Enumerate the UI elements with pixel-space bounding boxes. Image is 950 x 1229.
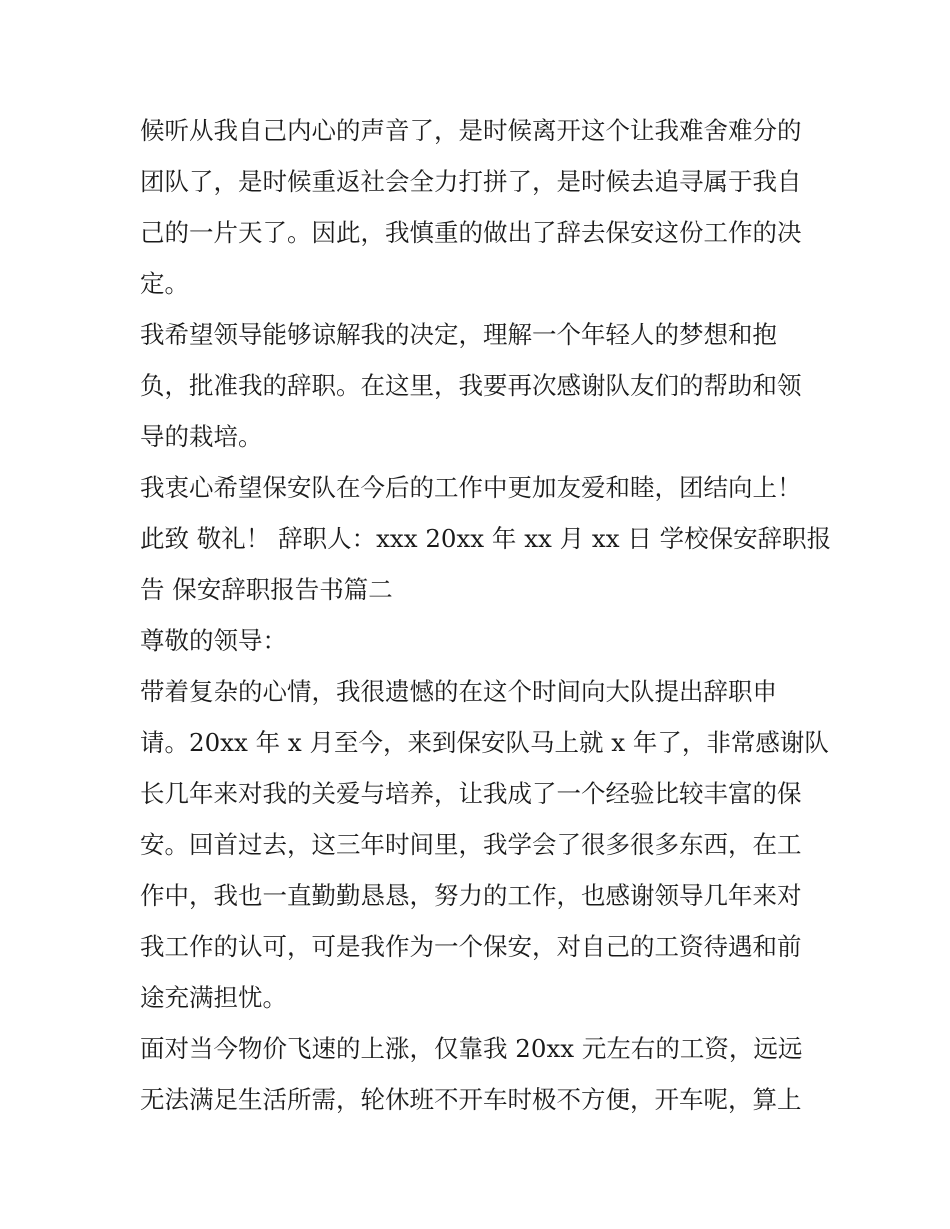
text-line: 候听从我自己内心的声音了，是时候离开这个让我难舍难分的 bbox=[140, 116, 802, 145]
text-line: 面对当今物价飞速的上涨，仅靠我 20xx 元左右的工资，远远 bbox=[140, 1034, 803, 1063]
text-line: 作中，我也一直勤勤恳恳，努力的工作，也感谢领导几年来对 bbox=[140, 881, 802, 910]
text-line: 请。20xx 年 x 月至今，来到保安队马上就 x 年了，非常感谢队 bbox=[140, 728, 829, 757]
text-line: 我希望领导能够谅解我的决定，理解一个年轻人的梦想和抱 bbox=[140, 320, 777, 349]
text-line: 己的一片天了。因此，我慎重的做出了辞去保安这份工作的决 bbox=[140, 218, 802, 247]
text-line: 告 保安辞职报告书篇二 bbox=[140, 575, 393, 604]
text-line: 负，批准我的辞职。在这里，我要再次感谢队友们的帮助和领 bbox=[140, 371, 802, 400]
text-line: 团队了，是时候重返社会全力打拼了，是时候去追寻属于我自 bbox=[140, 167, 802, 196]
text-line: 此致 敬礼！ 辞职人：xxx 20xx 年 xx 月 xx 日 学校保安辞职报 bbox=[140, 524, 832, 553]
text-line: 长几年来对我的关爱与培养，让我成了一个经验比较丰富的保 bbox=[140, 779, 802, 808]
text-line: 我衷心希望保安队在今后的工作中更加友爱和睦，团结向上！ bbox=[140, 473, 802, 502]
text-line: 途充满担忧。 bbox=[140, 983, 287, 1012]
document-body bbox=[140, 105, 832, 1125]
text-line: 定。 bbox=[140, 269, 189, 298]
text-line: 导的栽培。 bbox=[140, 422, 263, 451]
text-line: 带着复杂的心情，我很遗憾的在这个时间向大队提出辞职申 bbox=[140, 677, 777, 706]
text-line: 尊敬的领导： bbox=[140, 626, 287, 655]
text-line: 无法满足生活所需，轮休班不开车时极不方便，开车呢，算上 bbox=[140, 1085, 802, 1114]
text-line: 我工作的认可，可是我作为一个保安，对自己的工资待遇和前 bbox=[140, 932, 802, 961]
text-line: 安。回首过去，这三年时间里，我学会了很多很多东西，在工 bbox=[140, 830, 802, 859]
